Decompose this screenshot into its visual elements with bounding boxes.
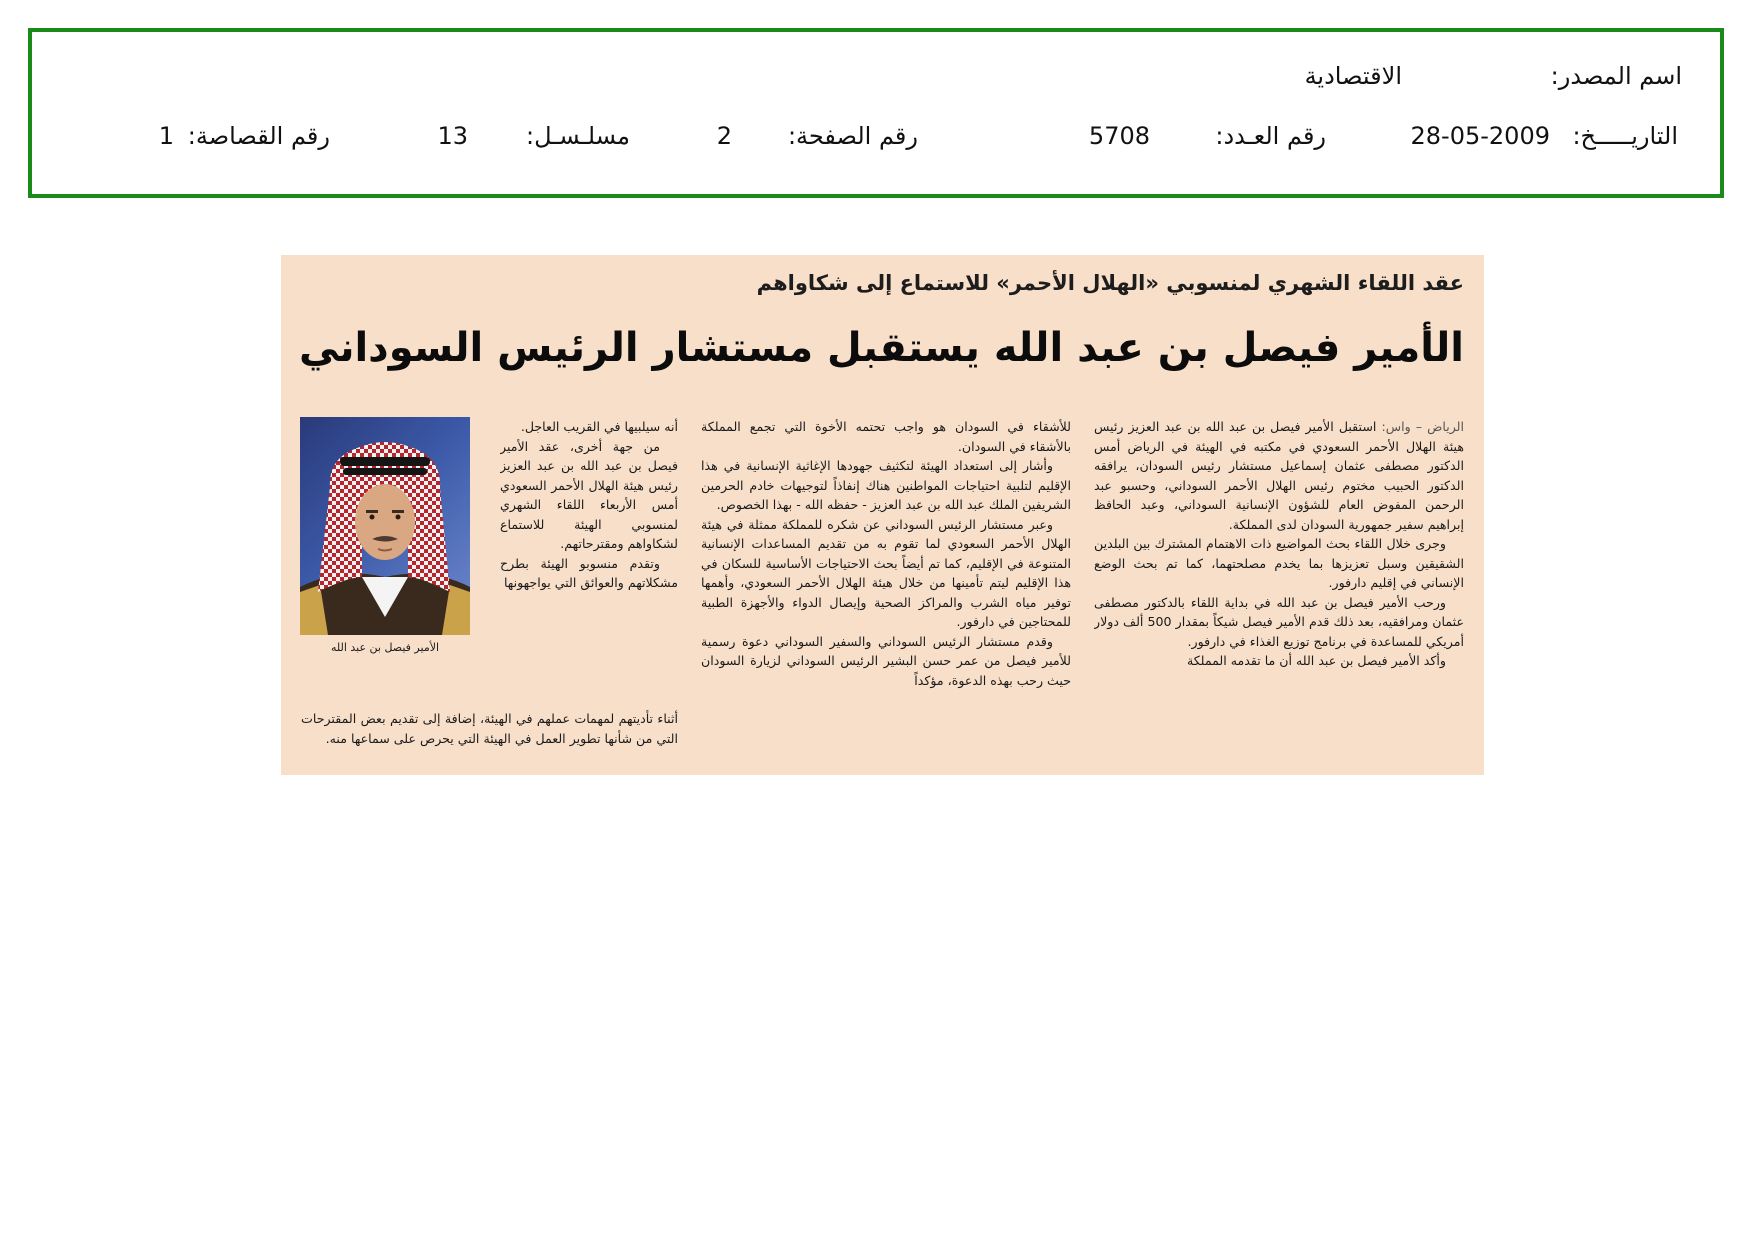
paragraph: وأكد الأمير فيصل بن عبد الله أن ما تقدمه المملكة [1186,653,1446,668]
article-column-1 [1094,417,1464,762]
paragraph: أنه سيلبيها في القريب العاجل. [520,419,678,434]
article-column-2 [701,417,1071,762]
info-row-details [32,122,1720,162]
newspaper-clipping [281,255,1484,775]
serial-label: مسلـسـل: [526,122,630,150]
paragraph: وأشار إلى استعداد الهيئة لتكثيف جهودها الإغاثية الإنسانية في هذا الإقليم لتلبية احتياجات المواطنين هناك إنفاذاً لتوجيهات خادم الحرمين الشريفين الملك عبد الله بن عبد العزيز - حفظه الله - بهذا الخصوص. [701,458,1071,512]
paragraph: للأشقاء في السودان هو واجب تحتمه الأخوة التي تجمع المملكة بالأشقاء في السودان. [701,419,1071,454]
paragraph: ورحب الأمير فيصل بن عبد الله في بداية اللقاء بالدكتور مصطفى عثمان ومرافقيه، بعد ذلك قدم الأمير فيصل شيكاً بمقدار 500 ألف دولار أمريكي للمساعدة في برنامج توزيع الغذاء في دارفور. [1094,594,1464,649]
portrait-illustration [300,417,470,635]
article-kicker: عقد اللقاء الشهري لمنسوبي «الهلال الأحمر» للاستماع إلى شكاواهم [756,271,1464,295]
source-info-box [28,28,1724,198]
paragraph: وجرى خلال اللقاء بحث المواضيع ذات الاهتمام المشترك بين البلدين الشقيقين وسبل تعزيزها بما يخدم مصلحتهما، كما تم بحث الوضع الإنساني في إقليم دارفور. [1094,536,1464,590]
page-label: رقم الصفحة: [787,122,918,150]
page-value: 2 [716,122,732,150]
paragraph-text: استقبل الأمير فيصل بن عبد الله بن عبد العزيز رئيس هيئة الهلال الأحمر السعودي في مكتبه في الهيئة في الرياض أمس الدكتور مصطفى عثمان إسماعيل مستشار رئيس السودان، يرافقه الدكتور الحبيب مختوم رئيس الهلال الأحمر السوداني، وحسبو عبد الرحمن المفوض العام للشؤون الإنسانية السوداني، وعبد الحافظ إبراهيم سفير جمهورية السودان لدى المملكة. [1094,419,1464,532]
photo-caption: الأمير فيصل بن عبد الله [330,641,440,654]
paragraph [1094,417,1464,534]
dateline: الرياض – واس: [1376,419,1464,434]
issue-value: 5708 [1088,122,1150,150]
date-value: 28-05-2009 [1410,122,1550,150]
paragraph: وعبر مستشار الرئيس السوداني عن شكره للمملكة ممثلة في هيئة الهلال الأحمر السعودي لما تقوم به من تقديم المساعدات الإنسانية المتنوعة في الإقليم، كما تم أيضاً بحث الاحتياجات الأساسية للسكان في هذا الإقليم ليتم تأمينها من خلال هيئة الهلال الأحمر السعودي، وأهمها توفير مياه الشرب والمراكز الصحية وإيصال الدواء والأجهزة الطبية للمحتاجين في دارفور. [701,516,1071,629]
issue-label: رقم العـدد: [1215,122,1326,150]
paragraph: وقدم مستشار الرئيس السوداني والسفير السوداني دعوة رسمية للأمير فيصل من عمر حسن البشير الرئيس السوداني لزيارة السودان حيث رحب بهذه الدعوة، مؤكداً [701,633,1071,688]
date-label: التاريـــــخ: [1572,122,1678,150]
article-column-3-continuation: أثناء تأديتهم لمهمات عملهم في الهيئة، إضافة إلى تقديم بعض المقترحات التي من شأنها تطوير العمل في الهيئة التي يحرص على سماعها منه. [301,711,678,746]
paragraph: من جهة أخرى، عقد الأمير فيصل بن عبد الله بن عبد العزيز رئيس هيئة الهلال الأحمر السعودي أمس الأربعاء اللقاء الشهري لمنسوبي الهيئة للاستماع لشكاواهم ومقترحاتهم. [500,438,678,551]
source-value: الاقتصادية [1304,62,1402,90]
serial-value: 13 [437,122,468,150]
info-row-source [32,62,1720,102]
article-column-3 [500,417,678,709]
clip-value: 1 [158,122,174,150]
clip-label: رقم القصاصة: [187,122,330,150]
source-label: اسم المصدر: [1550,62,1682,90]
paragraph: وتقدم منسوبو الهيئة بطرح مشكلاتهم والعوائق التي يواجهونها [500,555,678,590]
portrait-photo [300,417,470,635]
article-headline: الأمير فيصل بن عبد الله يستقبل مستشار الرئيس السوداني [298,325,1464,371]
